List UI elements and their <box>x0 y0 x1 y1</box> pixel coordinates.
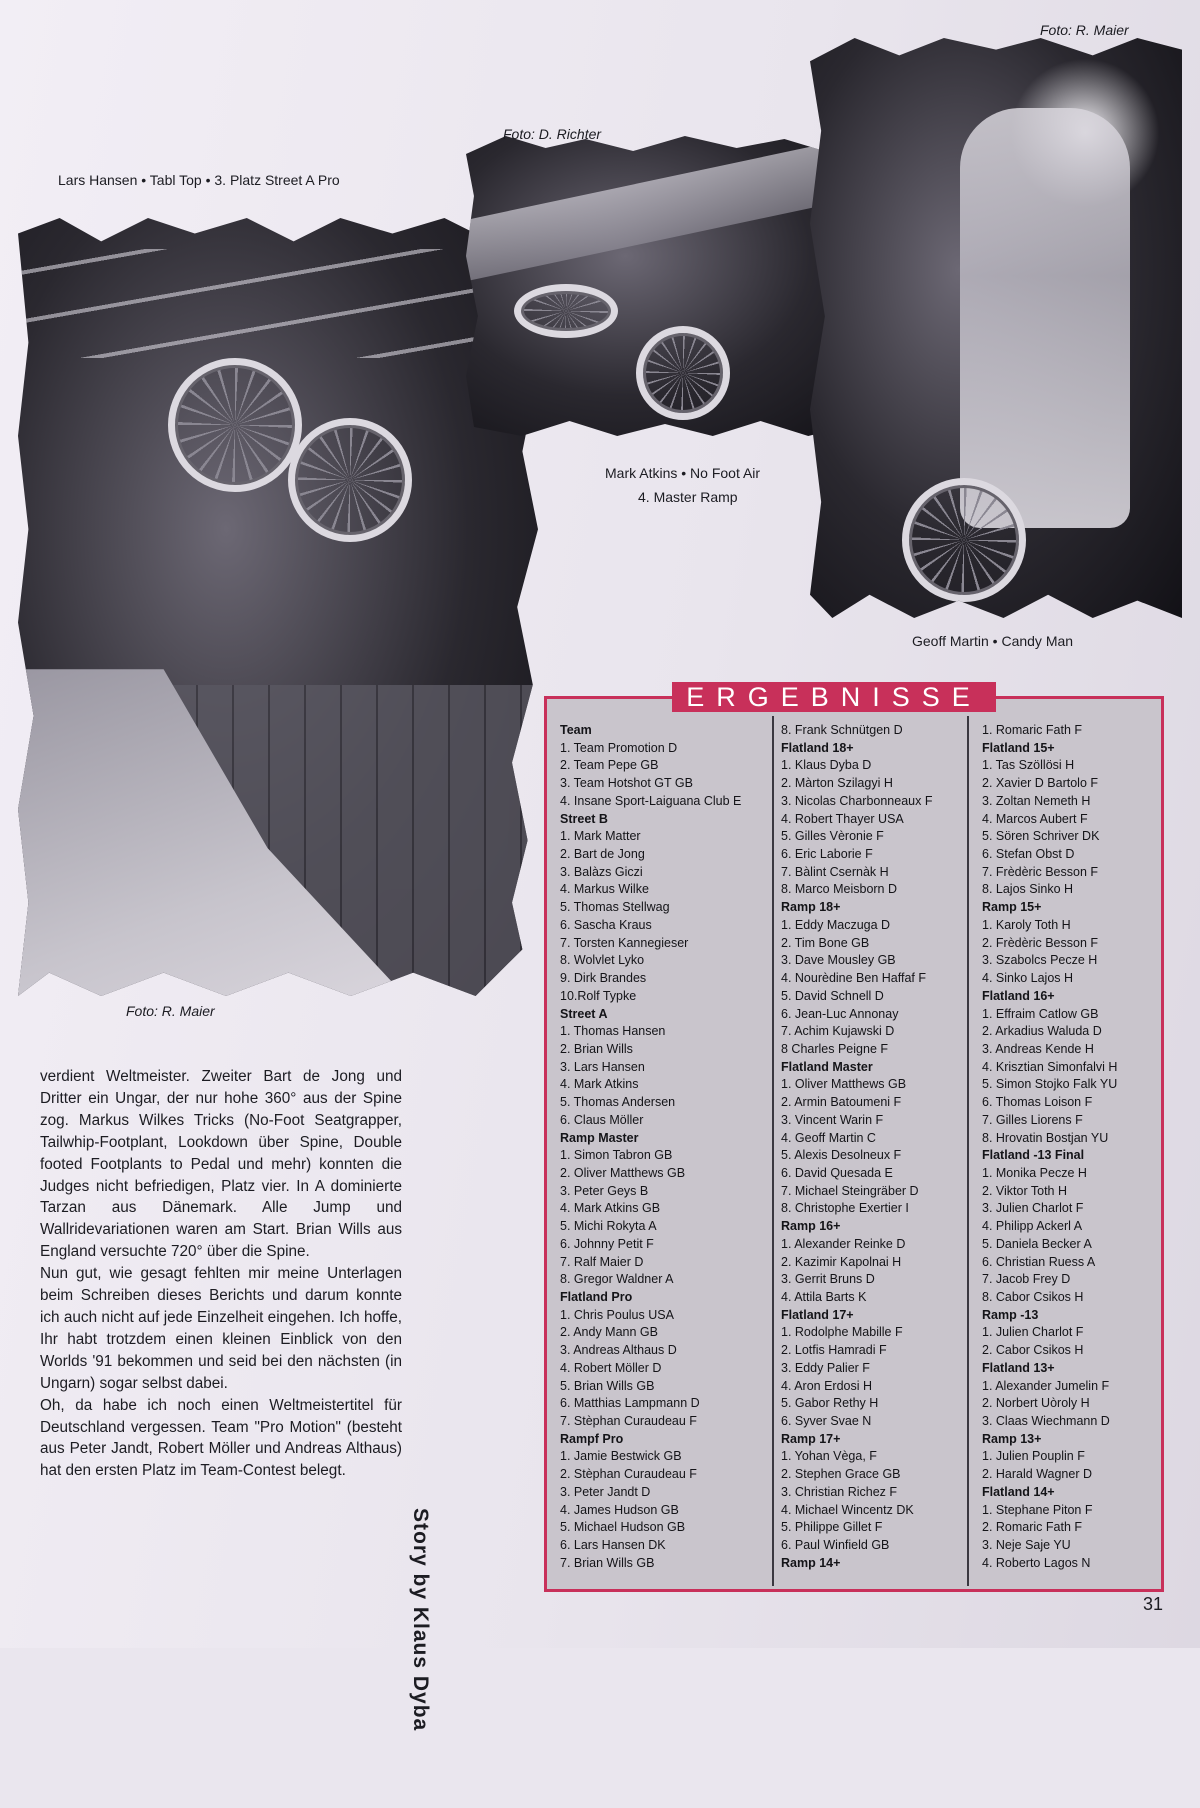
results-entry: 6. Thomas Loison F <box>982 1095 1093 1110</box>
story-paragraph: Nun gut, wie gesagt fehlten mir meine Unterlagen beim Schreiben dieses Berichts und darum konnte ich auch nicht auf jede Einzelheit eingehen. Ich hoffe, Ihr habt trotzdem einen kleinen Einblick von den Worlds '91 bekommen und seid bei den nächsten (in Ungarn) sogar selbst dabei. <box>40 1265 402 1392</box>
results-entry: 1. Klaus Dyba D <box>781 758 872 773</box>
photo-geoff-martin <box>810 38 1182 618</box>
results-entry: 2. Harald Wagner D <box>982 1467 1092 1482</box>
results-entry: 5. David Schnell D <box>781 988 884 1003</box>
bike-wheel <box>168 358 302 492</box>
photo2-caption-line1: Mark Atkins • No Foot Air <box>605 465 761 481</box>
results-entry: 2. Stèphan Curaudeau F <box>560 1467 697 1482</box>
results-entry: 2. Arkadius Waluda D <box>982 1024 1102 1039</box>
results-entry: 4. Philipp Ackerl A <box>982 1219 1083 1234</box>
photo3-caption: Geoff Martin • Candy Man <box>912 633 1074 649</box>
results-entry: 1. Eddy Maczuga D <box>781 917 891 932</box>
page-number: 31 <box>1143 1594 1164 1614</box>
results-entry: 2. Cabor Csikos H <box>982 1343 1084 1358</box>
results-entry: 7. Frèdèric Besson F <box>982 864 1099 879</box>
results-category-heading: Flatland 17+ <box>781 1307 854 1322</box>
results-entry: 2. Bart de Jong <box>560 847 645 862</box>
results-entry: 2. Andy Mann GB <box>560 1325 658 1340</box>
results-entry: 7. Michael Steingräber D <box>781 1183 919 1198</box>
results-entry: 6. Matthias Lampmann D <box>560 1396 700 1411</box>
results-entry: 1. Alexander Jumelin F <box>982 1378 1110 1393</box>
results-entry: 3. Dave Mousley GB <box>781 953 896 968</box>
results-entry: 3. Lars Hansen <box>560 1059 645 1074</box>
results-column-1 <box>560 722 741 1573</box>
results-entry: 7. Ralf Maier D <box>560 1254 644 1269</box>
results-entry: 2. Kazimir Kapolnai H <box>781 1254 902 1269</box>
results-entry: 3. Andreas Althaus D <box>560 1343 677 1358</box>
results-entry: 6. Paul Winfield GB <box>781 1538 890 1553</box>
results-entry: 1. Chris Poulus USA <box>560 1307 674 1322</box>
results-entry: 8. Frank Schnütgen D <box>781 723 903 737</box>
results-entry: 10.Rolf Typke <box>560 988 637 1003</box>
results-entry: 7. Stèphan Curaudeau F <box>560 1414 697 1429</box>
results-entry: 3. Neje Saje YU <box>982 1538 1071 1553</box>
results-entry: 2. Team Pepe GB <box>560 758 659 773</box>
results-category-heading: Ramp Master <box>560 1130 639 1145</box>
results-entry: 5. Sören Schriver DK <box>982 829 1100 844</box>
results-entry: 3. Szabolcs Pecze H <box>982 953 1098 968</box>
story-byline: Story by Klaus Dyba <box>409 1508 432 1732</box>
results-entry: 1. Mark Matter <box>560 829 641 844</box>
results-category-heading: Flatland 13+ <box>982 1360 1055 1375</box>
results-entry: 1. Yohan Vèga, F <box>781 1449 877 1464</box>
results-category-heading: Ramp 15+ <box>982 900 1042 915</box>
results-category-heading: Flatland 16+ <box>982 988 1055 1003</box>
results-entry: 1. Tas Szöllösi H <box>982 758 1075 773</box>
photo-rider <box>960 108 1130 528</box>
results-entry: 6. Claus Möller <box>560 1112 644 1127</box>
results-entry: 3. Peter Jandt D <box>560 1484 651 1499</box>
results-entry: 1. Effraim Catlow GB <box>982 1006 1099 1021</box>
results-entry: 3. Nicolas Charbonneaux F <box>781 793 933 808</box>
results-entry: 4. Geoff Martin C <box>781 1130 876 1145</box>
results-entry: 1. Romaric Fath F <box>982 723 1083 737</box>
results-entry: 5. Simon Stojko Falk YU <box>982 1077 1118 1092</box>
results-entry: 2. Frèdèric Besson F <box>982 935 1099 950</box>
results-entry: 2. Màrton Szilagyi H <box>781 776 893 791</box>
results-entry: 5. Gilles Vèronie F <box>781 829 884 844</box>
results-entry: 5. Brian Wills GB <box>560 1378 655 1393</box>
results-entry: 6. Sascha Kraus <box>560 917 652 932</box>
results-entry: 7. Jacob Frey D <box>982 1272 1071 1287</box>
results-entry: 4. Insane Sport-Laiguana Club E <box>560 793 742 808</box>
results-entry: 8. Marco Meisborn D <box>781 882 898 897</box>
results-entry: 7. Achim Kujawski D <box>781 1024 895 1039</box>
results-entry: 1. Thomas Hansen <box>560 1024 666 1039</box>
results-entry: 3. Zoltan Nemeth H <box>982 793 1091 808</box>
results-entry: 5. Alexis Desolneux F <box>781 1148 902 1163</box>
results-entry: 1. Rodolphe Mabille F <box>781 1325 903 1340</box>
photo-lars-hansen <box>18 218 538 996</box>
results-entry: 3. Vincent Warin F <box>781 1112 884 1127</box>
results-entry: 3. Julien Charlot F <box>982 1201 1084 1216</box>
results-entry: 4. James Hudson GB <box>560 1502 679 1517</box>
results-entry: 8. Cabor Csikos H <box>982 1290 1084 1304</box>
results-entry: 4. Mark Atkins <box>560 1077 639 1092</box>
results-entry: 5. Michael Hudson GB <box>560 1520 686 1535</box>
results-entry: 5. Thomas Stellwag <box>560 900 670 915</box>
results-entry: 4. Mark Atkins GB <box>560 1201 661 1216</box>
results-column-2 <box>781 722 932 1573</box>
results-category-heading: Street B <box>560 811 608 826</box>
results-entry: 6. Johnny Petit F <box>560 1236 654 1251</box>
results-entry: 4. Sinko Lajos H <box>982 971 1074 986</box>
results-entry: 2. Stephen Grace GB <box>781 1467 901 1482</box>
results-category-heading: Ramp 18+ <box>781 900 841 915</box>
results-entry: 3. Eddy Palier F <box>781 1360 870 1375</box>
results-column-divider <box>967 716 969 1586</box>
results-category-heading: Flatland 14+ <box>982 1484 1055 1499</box>
results-entry: 4. Robert Möller D <box>560 1360 662 1375</box>
results-category-heading: Flatland -13 Final <box>982 1148 1085 1163</box>
results-entry: 1. Jamie Bestwick GB <box>560 1449 682 1464</box>
results-category-heading: Ramp 16+ <box>781 1219 841 1234</box>
results-entry: 5. Gabor Rethy H <box>781 1396 879 1411</box>
photo-ceiling-beam <box>466 136 864 283</box>
results-entry: 3. Team Hotshot GT GB <box>560 776 693 791</box>
results-category-heading: Flatland Master <box>781 1059 873 1074</box>
results-entry: 6. Christian Ruess A <box>982 1254 1096 1269</box>
results-entry: 4. Markus Wilke <box>560 882 649 897</box>
photo3-credit: Foto: R. Maier <box>1040 22 1129 38</box>
results-entry: 5. Thomas Andersen <box>560 1095 676 1110</box>
results-entry: 2. Lotfis Hamradi F <box>781 1343 887 1358</box>
results-entry: 2. Brian Wills <box>560 1041 633 1056</box>
photo2-caption-line2: 4. Master Ramp <box>638 489 738 505</box>
bike-wheel <box>288 418 412 542</box>
results-entry: 4. Michael Wincentz DK <box>781 1502 914 1517</box>
photo2-credit: Foto: D. Richter <box>503 126 602 142</box>
results-entry: 2. Viktor Toth H <box>982 1183 1067 1198</box>
results-entry: 1. Alexander Reinke D <box>781 1236 906 1251</box>
results-entry: 1. Monika Pecze H <box>982 1165 1087 1180</box>
results-entry: 4. Krisztian Simonfalvi H <box>982 1059 1118 1074</box>
story-paragraph: verdient Weltmeister. Zweiter Bart de Jong und Dritter ein Ungar, der nur hohe 360° aus der Spine zog. Markus Wilkes Tricks (No-Foot Seatgrapper, Tailwhip-Footplant, Lookdown über Spine, Double footed Footplants to Pedal und mehr) konnten die Judges nicht befriedigen, Platz vier. In A dominierte Tarzan aus Dänemark. Alle Jump und Wallridevariationen waren am Start. Brian Wills aus England versuchte 720° über die Spine. <box>40 1068 402 1261</box>
results-column-3 <box>982 722 1117 1573</box>
results-entry: 3. Christian Richez F <box>781 1484 898 1499</box>
bike-wheel <box>902 478 1026 602</box>
bike-wheel <box>514 284 618 338</box>
results-entry: 2. Tim Bone GB <box>781 935 870 950</box>
results-entry: 8. Wolvlet Lyko <box>560 953 645 968</box>
results-entry: 6. Eric Laborie F <box>781 847 873 862</box>
results-entry: 7. Brian Wills GB <box>560 1555 655 1570</box>
results-entry: 2. Armin Batoumeni F <box>781 1095 902 1110</box>
results-title: ERGEBNISSE <box>672 682 996 712</box>
results-entry: 4. Robert Thayer USA <box>781 811 904 826</box>
story-text <box>40 1066 402 1482</box>
results-entry: 4. Attila Barts K <box>781 1290 867 1304</box>
results-entry: 3. Peter Geys B <box>560 1183 649 1198</box>
results-entry: 4. Aron Erdosi H <box>781 1378 873 1393</box>
results-category-heading: Rampf Pro <box>560 1431 624 1446</box>
results-entry: 9. Dirk Brandes <box>560 971 647 986</box>
results-entry: 3. Gerrit Bruns D <box>781 1272 875 1287</box>
results-column-divider <box>772 716 774 1586</box>
results-entry: 5. Daniela Becker A <box>982 1236 1092 1251</box>
results-entry: 3. Andreas Kende H <box>982 1041 1094 1056</box>
results-category-heading: Ramp -13 <box>982 1307 1039 1322</box>
photo-mark-atkins <box>466 136 864 436</box>
bike-wheel <box>636 326 730 420</box>
results-entry: 8. Gregor Waldner A <box>560 1272 674 1287</box>
photo1-caption: Lars Hansen • Tabl Top • 3. Platz Street A Pro <box>58 172 340 188</box>
results-category-heading: Street A <box>560 1006 608 1021</box>
results-entry: 6. Lars Hansen DK <box>560 1538 666 1553</box>
results-entry: 5. Michi Rokyta A <box>560 1219 657 1234</box>
results-category-heading: Ramp 13+ <box>982 1431 1042 1446</box>
results-entry: 1. Stephane Piton F <box>982 1502 1093 1517</box>
results-entry: 8 Charles Peigne F <box>781 1041 889 1056</box>
results-category-heading: Flatland 15+ <box>982 740 1055 755</box>
results-entry: 7. Gilles Liorens F <box>982 1112 1083 1127</box>
results-category-heading: Ramp 17+ <box>781 1431 841 1446</box>
results-entry: 1. Julien Charlot F <box>982 1325 1084 1340</box>
results-entry: 8. Hrovatin Bostjan YU <box>982 1130 1109 1145</box>
results-entry: 1. Julien Pouplin F <box>982 1449 1085 1464</box>
results-entry: 6. Jean-Luc Annonay <box>781 1006 899 1021</box>
results-entry: 1. Oliver Matthews GB <box>781 1077 907 1092</box>
results-entry: 4. Roberto Lagos N <box>982 1555 1091 1570</box>
results-entry: 3. Claas Wiechmann D <box>982 1414 1110 1429</box>
results-entry: 2. Xavier D Bartolo F <box>982 776 1099 791</box>
results-entry: 7. Torsten Kannegieser <box>560 935 689 950</box>
results-entry: 1. Team Promotion D <box>560 740 678 755</box>
results-entry: 4. Marcos Aubert F <box>982 811 1088 826</box>
results-entry: 5. Philippe Gillet F <box>781 1520 883 1535</box>
results-entry: 7. Bàlint Csernàk H <box>781 864 889 879</box>
photo1-credit: Foto: R. Maier <box>126 1003 215 1019</box>
photo-ceiling-lights <box>18 249 538 358</box>
results-entry: 1. Simon Tabron GB <box>560 1148 673 1163</box>
results-entry: 6. Syver Svae N <box>781 1414 872 1429</box>
results-entry: 6. David Quesada E <box>781 1165 893 1180</box>
results-category-heading: Ramp 14+ <box>781 1555 841 1570</box>
results-entry: 8. Christophe Exertier I <box>781 1201 909 1216</box>
results-entry: 4. Nourèdine Ben Haffaf F <box>781 971 926 986</box>
results-entry: 2. Romaric Fath F <box>982 1520 1083 1535</box>
results-category-heading: Flatland Pro <box>560 1290 633 1304</box>
results-entry: 1. Karoly Toth H <box>982 917 1071 932</box>
story-paragraph: Oh, da habe ich noch einen Weltmeistertitel für Deutschland vergessen. Team "Pro Motion" (besteht aus Peter Jandt, Robert Möller und Andreas Althaus) hat den ersten Platz im Team-Contest belegt. <box>40 1396 402 1480</box>
results-entry: 8. Lajos Sinko H <box>982 882 1074 897</box>
results-entry: 6. Stefan Obst D <box>982 847 1075 862</box>
results-entry: 2. Norbert Uòroly H <box>982 1396 1090 1411</box>
results-entry: 2. Oliver Matthews GB <box>560 1165 686 1180</box>
results-entry: 3. Balàzs Giczi <box>560 864 643 879</box>
results-category-heading: Flatland 18+ <box>781 740 854 755</box>
results-category-heading: Team <box>560 723 592 737</box>
